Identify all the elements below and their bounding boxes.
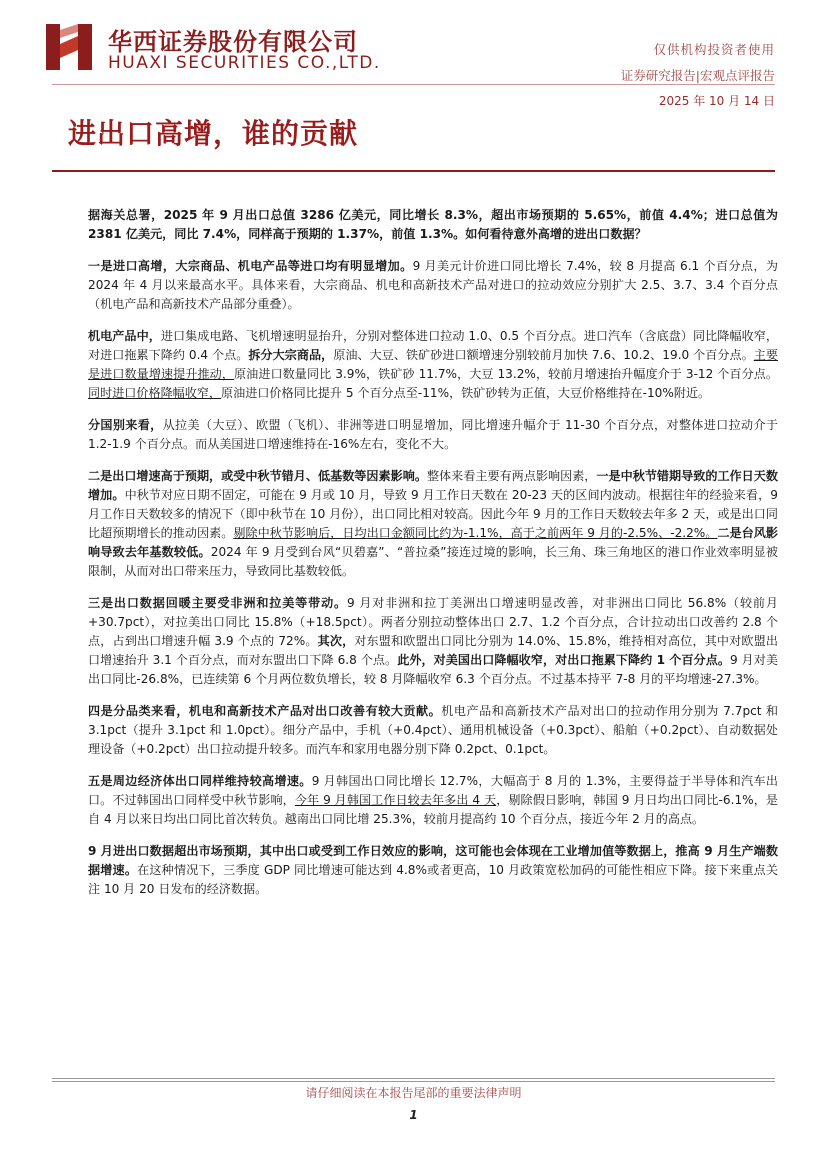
bold-text: 二是出口增速高于预期，或受中秋节错月、低基数等因素影响。 [88, 469, 427, 483]
underlined-text: 主要是进口数量增速提升推动， [88, 348, 778, 381]
bold-text: 9 月进出口数据超出市场预期，其中出口或受到工作日效应的影响，这可能也会体现在工业增加值等数据上，推高 9 月生产端数据增速。 [88, 844, 778, 877]
body-text: 9 月美元计价进口同比增长 7.4%，较 8 月提高 6.1 个百分点，为 2024 年 4 月以来最高水平。具体来看，大宗商品、机电和高新技术产品对进口的拉动效应分别扩大 2.5、3.7、3.4 个百分点（机电产品和高新技术产品部分重叠）。 [88, 259, 778, 311]
bold-text: 四是分品类来看，机电和高新技术产品对出口改善有较大贡献。 [88, 704, 442, 718]
page-title: 进出口高增，谁的贡献 [68, 117, 359, 150]
body-paragraph [88, 467, 778, 581]
bold-text: 三是出口数据回暖主要受非洲和拉美等带动。 [88, 596, 347, 610]
legal-disclaimer: 请仔细阅读在本报告尾部的重要法律声明 [305, 1086, 522, 1100]
bold-text: 据海关总署，2025 年 9 月出口总值 3286 亿美元，同比增长 8.3%，超出市场预期的 5.65%，前值 4.4%；进口总值为 2381 亿美元，同比 7.4%，同样高于预期的 1.37%，前值 1.3%。如何看待意外高增的进出口数据？ [88, 208, 778, 241]
body-paragraph [88, 594, 778, 689]
body-text: 2024 年 9 月受到台风“贝碧嘉”、“普拉桑”接连过境的影响，长三角、珠三角地区的港口作业效率明显被限制，从而对出口带来压力，导致同比基数较低。 [88, 545, 778, 578]
bold-text: 此外，对美国出口降幅收窄，对出口拖累下降约 1 个百分点。 [397, 653, 730, 667]
bold-text: 一是中秋节错期导致的工作日天数增加。 [88, 469, 778, 502]
report-type: 证券研究报告|宏观点评报告 [620, 68, 775, 83]
body-text: 9 月对美出口同比-26.8%，已连续第 6 个月两位数负增长，较 8 月降幅收窄 6.3 个百分点。不过基本持平 7-8 月的平均增速-27.3%。 [88, 653, 778, 686]
body-text: 9 月对非洲和拉丁美洲出口增速明显改善，对非洲出口同比 56.8%（较前月+30.7pct），对拉美出口同比 15.8%（+18.5pct）。两者分别拉动整体出口 2.7、1.2 个百分点，合计拉动出口改善约 2.8 个点，占到出口增速升幅 3.9 个点的 72%。 [88, 596, 778, 648]
body-paragraph [88, 702, 778, 759]
bold-text: 拆分大宗商品， [248, 348, 334, 362]
body-text: 原油进口数量同比 3.9%，铁矿砂 11.7%，大豆 13.2%，较前月增速抬升幅度介于 3-12 个百分点。 [233, 367, 778, 381]
bold-text: 二是台风影响导致去年基数较低。 [88, 526, 778, 559]
body-text: 进口集成电路、飞机增速明显抬升，分别对整体进口拉动 1.0、0.5 个百分点。进口汽车（含底盘）同比降幅收窄，对进口拖累下降约 0.4 个点。 [88, 329, 778, 362]
body-text: 对东盟和欧盟出口同比分别为 14.0%、15.8%，维持相对高位，其中对欧盟出口增速抬升 3.1 个百分点，而对东盟出口下降 6.8 个点。 [88, 634, 778, 667]
report-date: 2025 年 10 月 14 日 [658, 94, 775, 108]
underlined-text: 同时进口价格降幅收窄， [88, 386, 222, 400]
underlined-text: 剔除中秋节影响后，日均出口金额同比约为-1.1%，高于之前两年 9 月的-2.5%、-2.2%。 [233, 526, 718, 540]
body-paragraph [88, 772, 778, 829]
body-text: 整体来看主要有两点影响因素， [426, 469, 597, 483]
body-paragraph [88, 327, 778, 403]
title-divider [52, 170, 775, 172]
body-paragraph [88, 842, 778, 899]
bold-text: 分国别来看， [88, 418, 163, 432]
body-paragraph [88, 416, 778, 454]
bold-text: 一是进口高增，大宗商品、机电产品等进口均有明显增加。 [88, 259, 413, 273]
page-number: 1 [409, 1108, 418, 1122]
body-text: ，剔除假日影响，韩国 9 月日均出口同比-6.1%，是自 4 月以来日均出口同比首次转负。越南出口同比增 25.3%，较前月提高约 10 个百分点，接近今年 2 月的高点。 [88, 793, 778, 826]
body-text: 机电产品和高新技术产品对出口的拉动作用分别为 7.7pct 和 3.1pct（提升 3.1pct 和 1.0pct）。细分产品中，手机（+0.4pct）、通用机械设备（+0.3pct）、船舶（+0.2pct）、自动数据处理设备（+0.2pct）出口拉动提升较多。而汽车和家用电器分别下降 0.2pct、0.1pct。 [88, 704, 778, 756]
underlined-text: 今年 9 月韩国工作日较去年多出 4 天 [294, 793, 497, 807]
company-logo [44, 22, 96, 72]
body-text: 原油进口价格同比提升 5 个百分点至-11%，铁矿砂转为正值，大豆价格维持在-10%附近。 [221, 386, 711, 400]
body-text: 中秋节对应日期不固定，可能在 9 月或 10 月，导致 9 月工作日天数在 20-23 天的区间内波动。根据往年的经验来看，9 月工作日天数较多的情况下（即中秋节在 10 月份），出口同比相对较高。因此今年 9 月的工作日天数较去年多 2 天，或是出口同比超预期增长的推动因素。 [88, 488, 778, 540]
footer-divider [52, 1078, 775, 1079]
body-text: 在这种情况下，三季度 GDP 同比增速可能达到 4.8%或者更高，10 月政策宽松加码的可能性相应下降。接下来重点关注 10 月 20 日发布的经济数据。 [88, 863, 778, 896]
company-name-en: HUAXI SECURITIES CO.,LTD. [108, 53, 381, 73]
footer-divider-2 [52, 1081, 775, 1082]
audience-note: 仅供机构投资者使用 [653, 42, 775, 57]
report-body [88, 206, 778, 912]
company-name-cn: 华西证券股份有限公司 [108, 27, 358, 56]
bold-text: 机电产品中， [88, 329, 161, 343]
body-paragraph [88, 257, 778, 314]
body-paragraph [88, 206, 778, 244]
body-text: 9 月韩国出口同比增长 12.7%，大幅高于 8 月的 1.3%，主要得益于半导体和汽车出口。不过韩国出口同样受中秋节影响， [88, 774, 778, 807]
body-text: 原油、大豆、铁矿砂进口额增速分别较前月加快 7.6、10.2、19.0 个百分点。 [333, 348, 754, 362]
body-text: 从拉美（大豆）、欧盟（飞机）、非洲等进口明显增加，同比增速升幅介于 11-30 个百分点，对整体进口拉动介于 1.2-1.9 个百分点。而从美国进口增速维持在-16%左右，变化不大。 [88, 418, 778, 451]
bold-text: 五是周边经济体出口同样维持较高增速。 [88, 774, 312, 788]
bold-text: 其次， [317, 634, 355, 648]
header-divider [52, 84, 775, 85]
